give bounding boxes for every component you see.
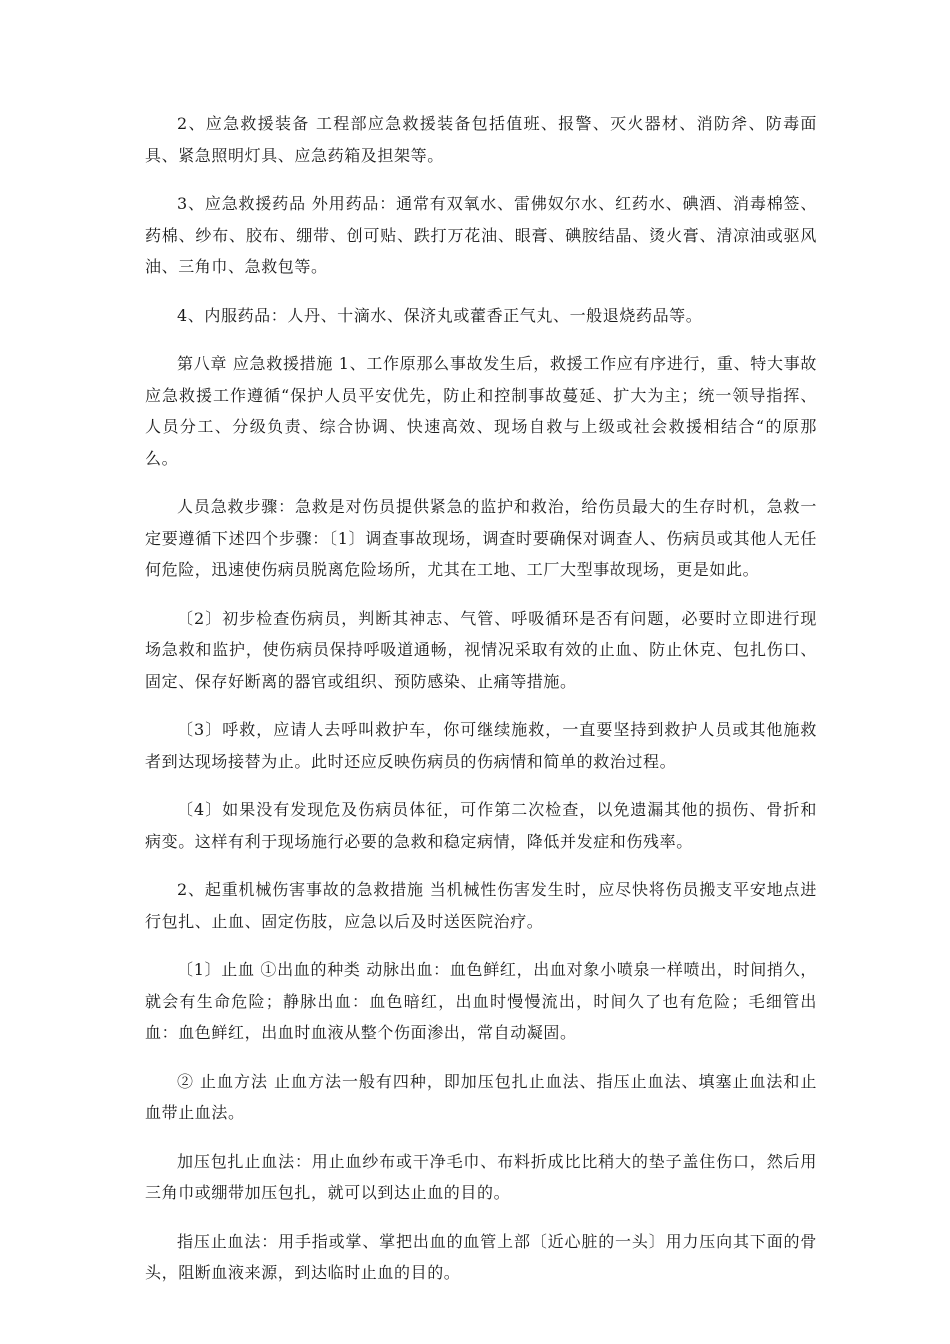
- paragraph-step-4-second-check: 〔4〕如果没有发现危及伤病员体征，可作第二次检查，以免遗漏其他的损伤、骨折和病变。这样有利于现场施行必要的急救和稳定病情，降低并发症和伤残率。: [145, 800, 817, 851]
- paragraph-external-medicines: 3、应急救援药品 外用药品：通常有双氧水、雷佛奴尔水、红药水、碘酒、消毒棉签、药棉、纱布、胶布、绷带、创可贴、跌打万花油、眼膏、碘胺结晶、烫火膏、清凉油或驱风油、三角巾、急救包等。: [145, 194, 817, 276]
- paragraph-chapter-eight-principles: 第八章 应急救援措施 1、工作原那么事故发生后，救援工作应有序进行，重、特大事故应急救援工作遵循“保护人员平安优先，防止和控制事故蔓延、扩大为主；统一领导指挥、人员分工、分级负责、综合协调、快速高效、现场自救与上级或社会救援相结合“的原那么。: [145, 354, 817, 468]
- paragraph-finger-pressure: 指压止血法：用手指或掌、掌把出血的血管上部〔近心脏的一头〕用力压向其下面的骨头，阻断血液来源，到达临时止血的目的。: [145, 1231, 817, 1282]
- paragraph-crane-injury-measures: 2、起重机械伤害事故的急救措施 当机械性伤害发生时，应尽快将伤员搬支平安地点进行包扎、止血、固定伤肢，应急以后及时送医院治疗。: [145, 880, 817, 931]
- paragraph-step-2-initial-check: 〔2〕初步检查伤病员，判断其神志、气管、呼吸循环是否有问题，必要时立即进行现场急救和监护，使伤病员保持呼吸道通畅，视情况采取有效的止血、防止休克、包扎伤口、固定、保存好断离的器官或组织、预防感染、止痛等措施。: [145, 608, 817, 691]
- document-body: [145, 108, 817, 1306]
- paragraph-oral-medicines: 4、内服药品：人丹、十滴水、保济丸或藿香正气丸、一般退烧药品等。: [177, 305, 703, 325]
- paragraph-bleeding-types: 〔1〕止血 ①出血的种类 动脉出血：血色鲜红，出血对象小喷泉一样喷出，时间捎久，就会有生命危险；静脉出血：血色暗红，出血时慢慢流出，时间久了也有危险；毛细管出血：血色鲜红，出血时血液从整个伤面渗出，常自动凝固。: [145, 960, 817, 1042]
- paragraph-hemostasis-methods: ② 止血方法 止血方法一般有四种，即加压包扎止血法、指压止血法、填塞止血法和止血带止血法。: [145, 1071, 817, 1122]
- paragraph-step-3-call-for-help: 〔3〕呼救，应请人去呼叫救护车，你可继续施救，一直要坚持到救护人员或其他施救者到达现场接替为止。此时还应反映伤病员的伤病情和简单的救治过程。: [145, 720, 817, 771]
- paragraph-emergency-equipment: 2、应急救援装备 工程部应急救援装备包括值班、报警、灭火器材、消防斧、防毒面具、紧急照明灯具、应急药箱及担架等。: [145, 114, 817, 165]
- paragraph-pressure-bandage: 加压包扎止血法：用止血纱布或干净毛巾、布料折成比比稍大的垫子盖住伤口，然后用三角巾或绷带加压包扎，就可以到达止血的目的。: [145, 1151, 817, 1202]
- paragraph-first-aid-steps: 人员急救步骤：急救是对伤员提供紧急的监护和救治，给伤员最大的生存时机，急救一定要遵循下述四个步骤：〔1〕调查事故现场，调查时要确保对调查人、伤病员或其他人无任何危险，迅速使伤病员脱离危险场所，尤其在工地、工厂大型事故现场，更是如此。: [145, 497, 817, 579]
